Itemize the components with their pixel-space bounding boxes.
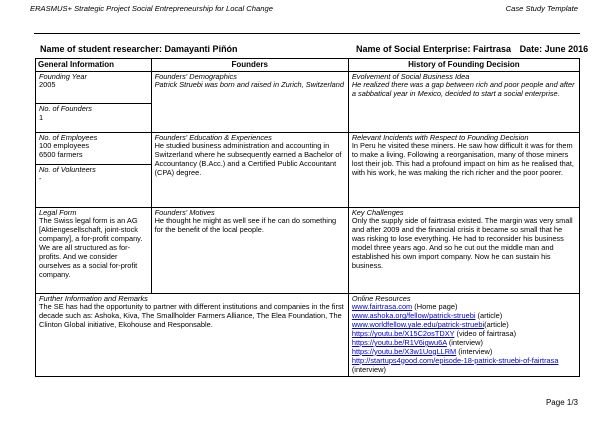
motives-label: Founders' Motives (154, 207, 215, 217)
resource-note: (interview) (448, 337, 483, 347)
history-cell (349, 133, 579, 207)
table-row (36, 133, 579, 208)
education-label: Founders' Education & Experiences (154, 132, 272, 142)
resource-link[interactable]: www.fairtrasa.com (351, 302, 413, 312)
table-header-row (36, 59, 579, 72)
motives-text: He thought he might as well see if he can do something for the benefit of the local people. (154, 216, 337, 235)
header-rule (34, 33, 580, 34)
general-cell (36, 208, 152, 293)
case-date: Date: June 2016 (519, 44, 589, 54)
table-row (36, 208, 579, 294)
incidents-label: Relevant Incidents with Respect to Founding Decision (351, 132, 529, 142)
resource-link[interactable]: http://startups4good.com/episode-18-patrick-struebi-of-fairtrasa (351, 355, 559, 365)
farmers-value: 6500 farmers (39, 150, 83, 160)
general-cell (36, 133, 152, 207)
further-info-text: The SE has had the opportunity to partner with different institutions and companies in the first decade such as: Ashoka, Kiva, The Smallholder Farmers Alliance, The Elea Foundation, The Clinton Global initiative, Ekohouse and Responsable. (39, 302, 344, 330)
founding-year-label: Founding Year (39, 71, 87, 81)
document-header-title: ERASMUS+ Strategic Project Social Entrepreneurship for Local Change (30, 4, 273, 13)
resource-note: (Home page) (414, 302, 458, 312)
resource-note: (article) (484, 320, 509, 330)
table-row (36, 294, 579, 376)
founders-demographics-text: Patrick Struebi was born and raised in Zurich, Switzerland (154, 80, 344, 90)
resource-note: (video of fairtrasa) (456, 329, 517, 339)
employees-value: 100 employees (39, 141, 90, 151)
education-text: He studied business administration and accounting in Switzerland where he subsequently earned a Bachelor of Accountancy (B.Acc.) and a Certified Public Accountant (CPA) degree. (154, 141, 342, 178)
evolvement-text: He realized there was a gap between rich and poor people and after a sabbatical year in Mexico, decided to start a social enterprise. (351, 80, 575, 99)
founders-count-label: No. of Founders (39, 104, 92, 114)
history-cell (349, 208, 579, 293)
challenges-label: Key Challenges (351, 207, 404, 217)
enterprise-info (356, 44, 594, 54)
online-resources-cell (349, 294, 579, 376)
challenges-text: Only the supply side of fairtrasa existed. The margin was very small and after 2009 and the financial crisis it became so small that he was risking to lose everything. He had to reconsider his business model three years ago. And so he cut out the middle man and established his own import company. Now he can sustain his business. (351, 216, 573, 270)
founding-year-value: 2005 (39, 80, 56, 90)
incidents-text: In Peru he visited these miners. He saw how difficult it was for them to make a living. Following a reorganisation, many of those miners lost their job. This had a profound impact on him as he realised that, with his work, he was making the rich richer and the poor poorer. (351, 141, 574, 178)
further-info-label: Further Information and Remarks (39, 293, 148, 303)
student-researcher: Name of student researcher: Damayanti Piñón (40, 44, 238, 54)
enterprise-name: Name of Social Enterprise: Fairtrasa (356, 44, 512, 54)
resource-link[interactable]: https://youtu.be/X3w1UogLLRM (351, 346, 457, 356)
general-cell (36, 72, 152, 132)
volunteers-label: No. of Volunteers (39, 165, 96, 175)
resource-item (352, 357, 576, 375)
resource-link[interactable]: https://youtu.be/R1V6igwu6A (351, 337, 447, 347)
further-info-cell (36, 294, 349, 376)
page-number: Page 1/3 (545, 398, 578, 407)
founders-count-value: 1 (39, 113, 44, 123)
founders-cell (152, 208, 349, 293)
document-header-template: Case Study Template (505, 4, 578, 13)
online-resources-label: Online Resources (351, 293, 411, 303)
founders-demographics-label: Founders' Demographics (154, 71, 237, 81)
table-row (36, 72, 579, 133)
col-header-history: History of Founding Decision (408, 60, 520, 69)
resource-note: (interview) (351, 364, 386, 374)
col-header-general: General Information (36, 59, 152, 71)
case-study-table (35, 58, 580, 377)
legal-form-label: Legal Form (39, 207, 77, 217)
resource-link[interactable]: https://youtu.be/X15C2osTDXY (351, 329, 455, 339)
history-cell (349, 72, 579, 132)
employees-label: No. of Employees (39, 132, 98, 142)
founders-cell (152, 133, 349, 207)
resource-link[interactable]: www.ashoka.org/fellow/patrick-struebi (351, 311, 476, 321)
resource-note: (article) (477, 311, 503, 321)
resource-note: (interview) (458, 346, 493, 356)
evolvement-label: Evolvement of Social Business Idea (351, 71, 470, 81)
legal-form-text: The Swiss legal form is an AG [Aktiengesellschaft, joint-stock company], a for-profit company. We are all structured as for-profits. And we consider ourselves as a social for-profit company. (39, 216, 143, 279)
col-header-founders: Founders (152, 59, 349, 71)
resource-link[interactable]: www.worldfellow.yale.edu/patrick-struebi (351, 320, 485, 330)
founders-cell (152, 72, 349, 132)
volunteers-value: - (39, 174, 42, 184)
